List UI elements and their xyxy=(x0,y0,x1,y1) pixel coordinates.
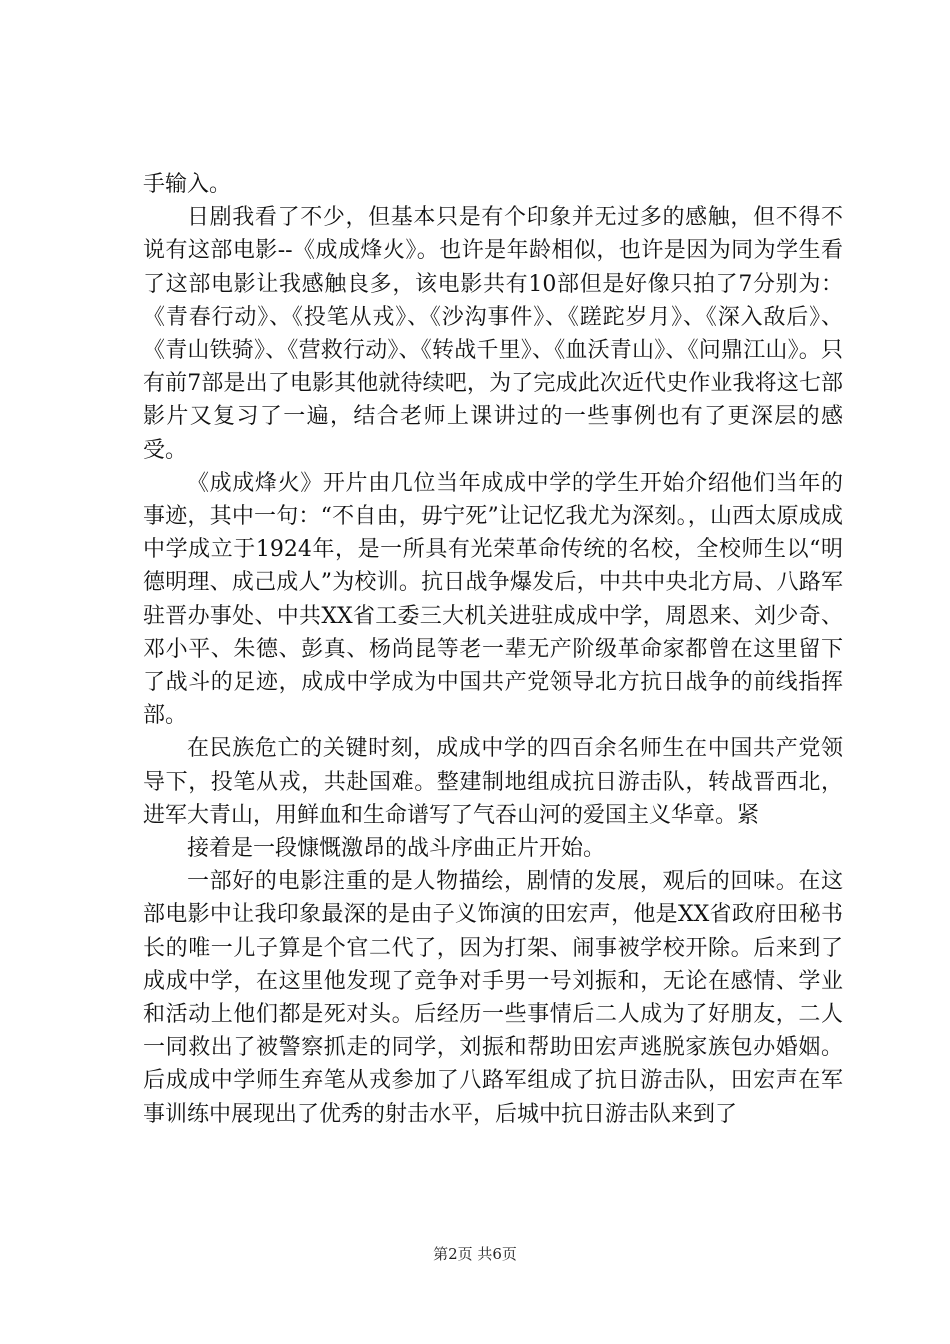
paragraph-continuation: 手输入。 xyxy=(143,172,232,197)
page-number: 第2页 共6页 xyxy=(433,1245,517,1263)
paragraph-character: 一部好的电影注重的是人物描绘，剧情的发展，观后的回味。在这部电影中让我印象最深的是由子义饰演的田宏声，他是XX省政府田秘书长的唯一儿子算是个官二代了，因为打架、闹事被学校开除。后来到了成成中学，在这里他发现了竞争对手男一号刘振和，无论在感情、学业和活动上他们都是死对头。后经历一些事情后二人成为了好朋友，二人一同救出了被警察抓走的同学，刘振和帮助田宏声逃脱家族包办婚姻。后成成中学师生弃笔从戎参加了八路军组成了抗日游击队，田宏声在军事训练中展现出了优秀的射击水平，后城中抗日游击队来到了 xyxy=(143,869,843,1127)
body-text xyxy=(143,168,843,1131)
paragraph-drama-intro: 日剧我看了不少，但基本只是有个印象并无过多的感触，但不得不说有这部电影--《成成烽火》。也许是年龄相似，也许是因为同为学生看了这部电影让我感触良多，该电影共有10部但是好像只拍了7分别为：《青春行动》、《投笔从戎》、《沙沟事件》、《蹉跎岁月》、《深入敌后》、《青山铁骑》、《营救行动》、《转战千里》、《血沃青山》、《问鼎江山》。只有前7部是出了电影其他就待续吧，为了完成此次近代史作业我将这七部影片又复习了一遍，结合老师上课讲过的一些事例也有了更深层的感受。 xyxy=(143,205,843,463)
paragraph-national-crisis: 在民族危亡的关键时刻，成成中学的四百余名师生在中国共产党领导下，投笔从戎，共赴国难。整建制地组成抗日游击队，转战晋西北，进军大青山，用鲜血和生命谱写了气吞山河的爱国主义华章。紧 xyxy=(143,736,843,828)
paragraph-overture: 接着是一段慷慨激昂的战斗序曲正片开始。 xyxy=(187,836,606,862)
paragraph-school-history: 《成成烽火》开片由几位当年成成中学的学生开始介绍他们当年的事迹，其中一句：“不自由，毋宁死”让记忆我尤为深刻。，山西太原成成中学成立于1924年，是一所具有光荣革命传统的名校，全校师生以“明德明理、成己成人”为校训。抗日战争爆发后，中共中央北方局、八路军驻晋办事处、中共XX省工委三大机关进驻成成中学，周恩来、刘少奇、邓小平、朱德、彭真、杨尚昆等老一辈无产阶级革命家都曾在这里留下了战斗的足迹，成成中学成为中国共产党领导北方抗日战争的前线指挥部。 xyxy=(143,470,843,729)
